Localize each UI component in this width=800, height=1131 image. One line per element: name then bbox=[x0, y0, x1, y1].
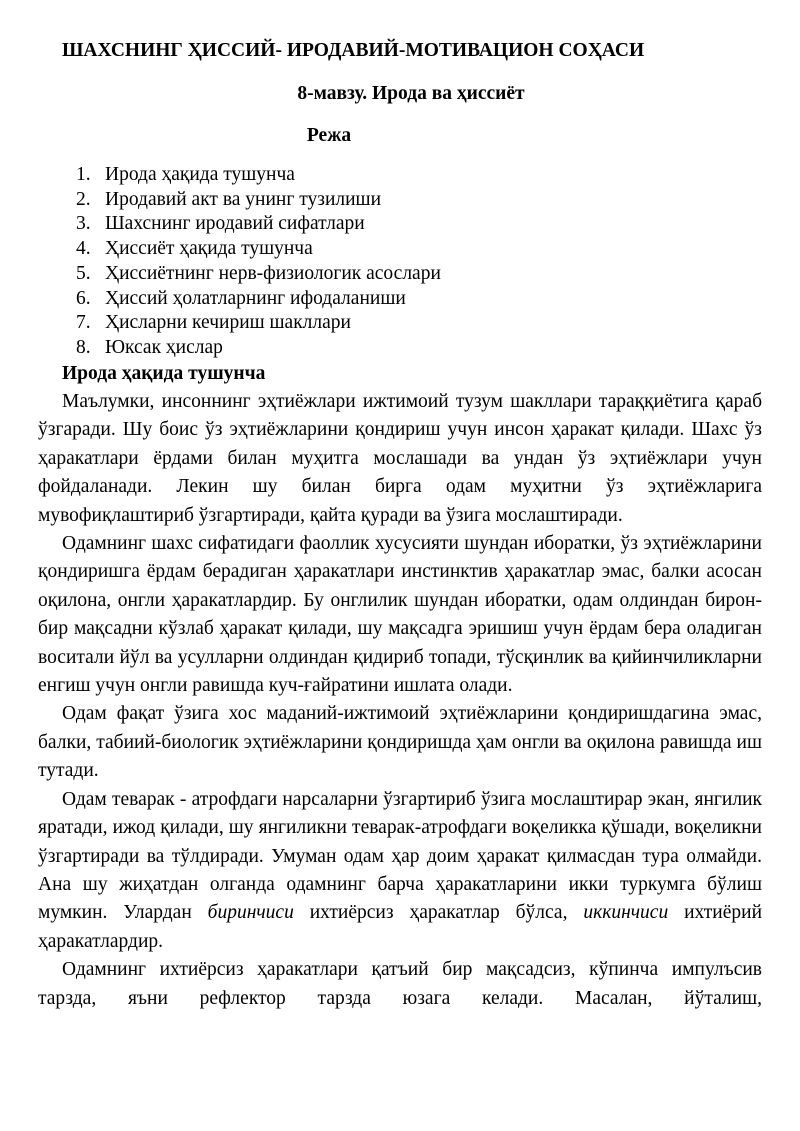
paragraph-text: ихтиёрсиз ҳаракатлар бўлса, bbox=[293, 902, 584, 924]
plan-item-number: 4. bbox=[76, 238, 91, 260]
plan-item bbox=[76, 163, 676, 188]
plan-item-text: Ирода ҳақида тушунча bbox=[105, 164, 295, 185]
plan-item bbox=[76, 237, 676, 262]
plan-item-number: 6. bbox=[76, 287, 91, 309]
plan-item bbox=[76, 188, 676, 213]
plan-item bbox=[76, 262, 676, 287]
document-title: ШАХСНИНГ ҲИССИЙ- ИРОДАВИЙ-МОТИВАЦИОН СОҲАСИ bbox=[62, 40, 645, 61]
plan-item-text: Ҳисларни кечириш шакллари bbox=[105, 312, 351, 334]
plan-item-number: 5. bbox=[76, 262, 91, 284]
paragraph: Одамнинг шахс сифатидаги фаоллик хусусияти шундан иборатки, ўз эҳтиёжларини қондиришга ёрдам берадиган ҳаракатлари инстинктив ҳаракатлар эмас, балки асосан оқилона, онгли ҳаракатлардир. Бу онглилик шундан иборатки, одам олдиндан бирон-бир мақсадни кўзлаб ҳаракат қилади, шу мақсадга эришиш учун ёрдам бера оладиган воситали йўл ва усулларни олдиндан қидириб топади, тўсқинлик ва қийинчиликларни енгиш учун онгли равишда куч-ғайратини ишлата олади. bbox=[38, 533, 762, 697]
plan-item-number: 2. bbox=[76, 188, 91, 210]
plan-item bbox=[76, 287, 676, 312]
paragraph: Маълумки, инсоннинг эҳтиёжлари ижтимоий тузум шакллари тараққиётига қараб ўзгаради. Шу боис ўз эҳтиёжларини қондириш учун инсон ҳаракат қилади. Шахс ўз ҳаракатлари ёрдами билан муҳитга мослашади ва ундан ўз эҳтиёжлари учун фойдаланади. Лекин шу билан бирга одам муҳитни ўз эҳтиёжларига мувофиқлаштириб ўзгартиради, қайта қуради ва ўзига мослаштиради. bbox=[38, 391, 762, 526]
plan-item-text: Иродавий акт ва унинг тузилиши bbox=[105, 188, 381, 210]
plan-item bbox=[76, 311, 676, 336]
plan-item-text: Ҳиссий ҳолатларнинг ифодаланиши bbox=[105, 287, 406, 309]
plan-heading: Режа bbox=[306, 125, 352, 146]
plan-item bbox=[76, 212, 676, 237]
paragraph-text: ихтиёрий ҳаракатлардир. bbox=[38, 902, 763, 952]
plan-list bbox=[76, 163, 676, 361]
body-text bbox=[38, 388, 762, 1013]
topic-subtitle: 8-мавзу. Ирода ва ҳиссиёт bbox=[297, 83, 525, 104]
paragraph bbox=[38, 786, 762, 956]
plan-item-text: Шахснинг иродавий сифатлари bbox=[105, 213, 365, 235]
plan-item-number: 7. bbox=[76, 312, 91, 334]
italic-term-second: иккинчиси bbox=[583, 902, 669, 924]
plan-item-text: Юксак ҳислар bbox=[105, 336, 223, 358]
section-heading: Ирода ҳақида тушунча bbox=[62, 363, 266, 384]
paragraph: Одам фақат ўзига хос маданий-ижтимоий эҳтиёжларини қондиришдагина эмас, балки, табиий-биологик эҳтиёжларини қондиришда ҳам онгли ва оқилона равишда иш тутади. bbox=[38, 703, 762, 782]
paragraph-text: Одам теварак - атрофдаги нарсаларни ўзгартириб ўзига мослаштирар экан, янгилик яратади, ижод қилади, шу янгиликни теварак-атрофдаги воқеликка қўшади, воқеликни ўзгартиради ва тўлдиради. Умуман одам ҳар доим ҳаракат қилмасдан тура олмайди. Ана шу жиҳатдан олганда одамнинг барча ҳаракатларини икки туркумга бўлиш мумкин. Улардан bbox=[38, 788, 762, 924]
plan-item-number: 8. bbox=[76, 336, 91, 358]
plan-item-text: Ҳиссиёт ҳақида тушунча bbox=[105, 238, 313, 260]
plan-item bbox=[76, 336, 676, 361]
italic-term-first: биринчиси bbox=[207, 902, 294, 924]
paragraph: Одамнинг ихтиёрсиз ҳаракатлари қатъий бир мақсадсиз, кўпинча импулъсив тарзда, яъни рефлектор тарзда юзага келади. Масалан, йўталиш, bbox=[38, 959, 762, 1009]
plan-item-text: Ҳиссиётнинг нерв-физиологик асослари bbox=[105, 262, 441, 284]
plan-item-number: 3. bbox=[76, 213, 91, 235]
plan-item-number: 1. bbox=[76, 164, 91, 185]
